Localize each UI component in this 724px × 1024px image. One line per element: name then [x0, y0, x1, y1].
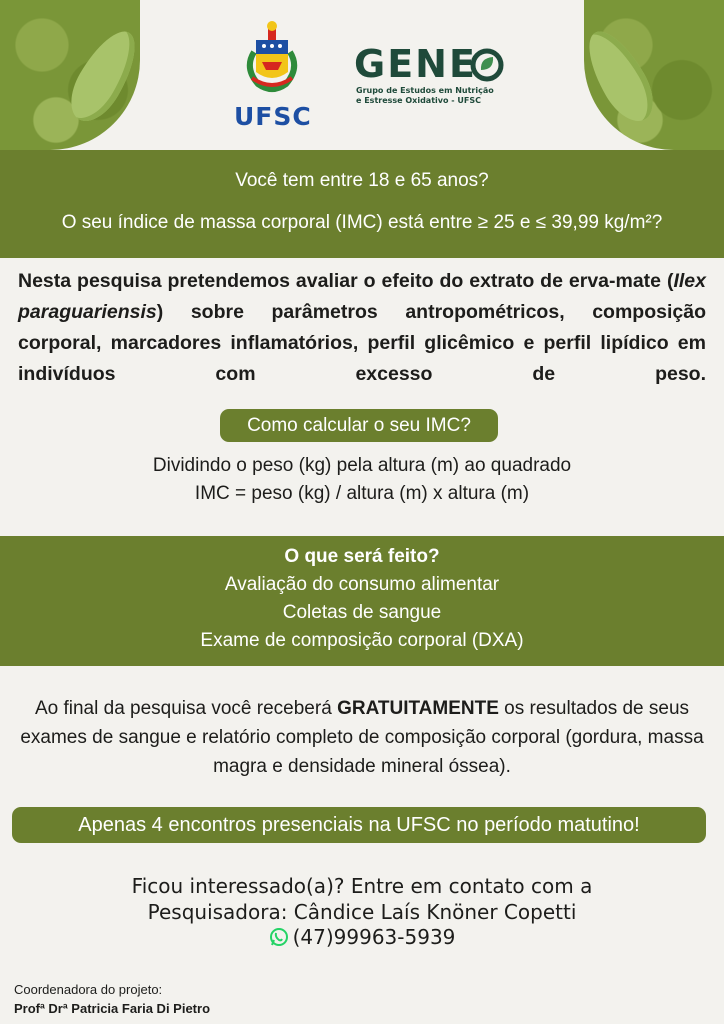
- gene-subtitle-line2: e Estresse Oxidativo - UFSC: [356, 96, 481, 105]
- gene-subtitle-line1: Grupo de Estudos em Nutrição: [356, 86, 494, 95]
- procedures-band: [0, 536, 724, 666]
- ufsc-logo: [234, 18, 312, 131]
- age-question: Você tem entre 18 e 65 anos?: [235, 170, 489, 191]
- leaf-icon: [584, 22, 664, 131]
- procedure-item: Exame de composição corporal (DXA): [200, 630, 524, 651]
- contact-researcher: Pesquisadora: Cândice Laís Knöner Copetti: [147, 900, 577, 924]
- meetings-banner: Apenas 4 encontros presenciais na UFSC no período matutino!: [12, 807, 706, 843]
- results-part2: os resultados de seus exames de sangue e relatório completo de composição corporal (gordura, massa magra e densidade mineral óssea).: [20, 698, 704, 777]
- procedure-item: Coletas de sangue: [282, 602, 442, 623]
- results-part1: Ao final da pesquisa você receberá: [34, 698, 338, 719]
- procedure-item: Avaliação do consumo alimentar: [224, 574, 500, 595]
- species-name: Ilex paraguariensis: [18, 270, 706, 323]
- eligibility-band: [0, 150, 724, 258]
- gene-leaf-emblem-icon: [470, 48, 504, 82]
- decorative-leaf-corner-left: [0, 0, 140, 150]
- decorative-leaf-corner-right: [584, 0, 724, 150]
- study-description: [18, 266, 706, 421]
- gene-subtitle: [356, 86, 516, 106]
- procedures-title: O que será feito?: [284, 546, 440, 567]
- gene-logo-text: GENE: [354, 42, 477, 86]
- coordinator-name: Profª Drª Patricia Faria Di Pietro: [14, 1001, 211, 1016]
- results-description: [14, 694, 710, 781]
- ufsc-crest-icon: [234, 18, 310, 102]
- imc-calc-title: Como calcular o seu IMC?: [220, 409, 498, 442]
- study-description-part2: ) sobre parâmetros antropométricos, composição corporal, marcadores inflamatórios, perfil glicêmico e perfil lipídico em indivíduos com excesso de peso.: [18, 301, 706, 385]
- ufsc-logo-text: UFSC: [234, 102, 312, 131]
- whatsapp-icon: [269, 927, 289, 947]
- leaf-icon: [60, 22, 140, 131]
- imc-calc-line1: Dividindo o peso (kg) pela altura (m) ao quadrado: [152, 455, 572, 476]
- study-description-part1: Nesta pesquisa pretendemos avaliar o efeito do extrato de erva-mate (: [18, 270, 674, 292]
- imc-formula: IMC = peso (kg) / altura (m) x altura (m): [194, 483, 530, 504]
- contact-phone[interactable]: (47)99963-5939: [292, 925, 456, 949]
- free-emphasis: GRATUITAMENTE: [337, 698, 499, 719]
- coordinator-label: Coordenadora do projeto:: [14, 982, 163, 997]
- gene-logo: [354, 42, 514, 112]
- imc-question: O seu índice de massa corporal (IMC) está entre ≥ 25 e ≤ 39,99 kg/m²?: [61, 212, 663, 233]
- contact-phone-row: [0, 925, 724, 949]
- contact-line1: Ficou interessado(a)? Entre em contato com a: [131, 874, 593, 898]
